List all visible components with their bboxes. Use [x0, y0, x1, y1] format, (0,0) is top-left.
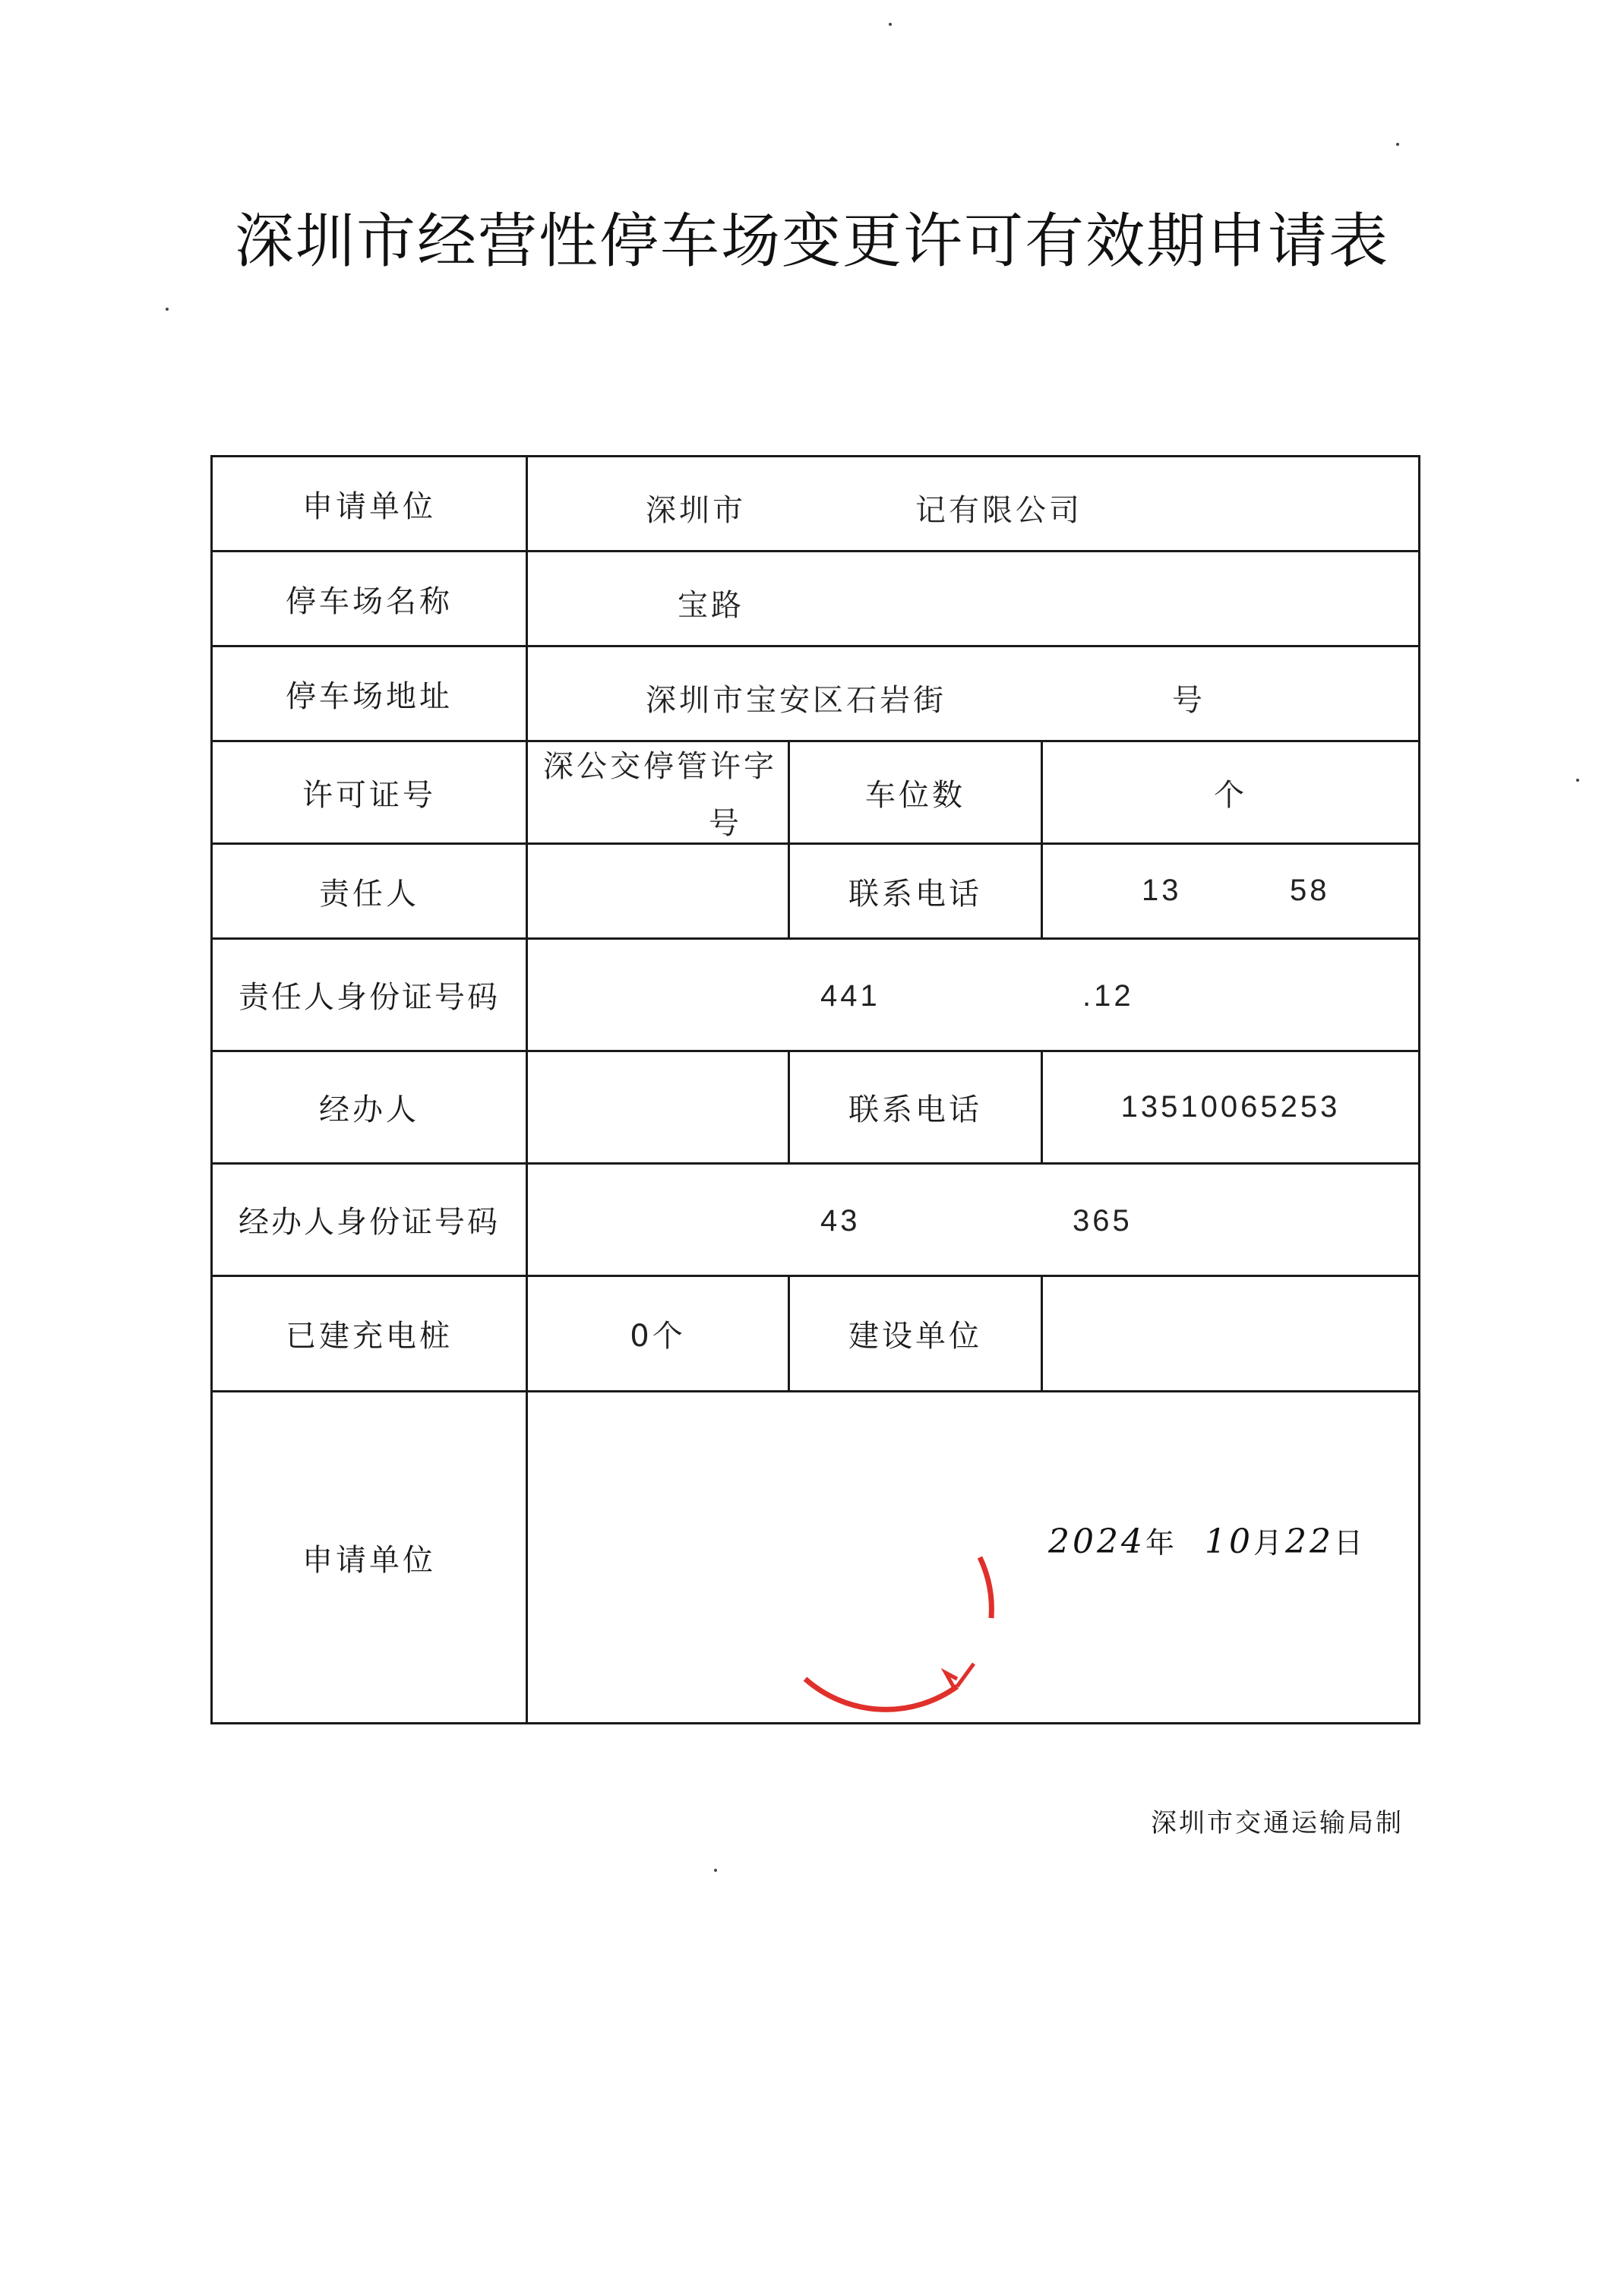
label-signature: 申请单位: [212, 1392, 527, 1724]
label-handler: 经办人: [212, 1051, 527, 1164]
value-parking-address-left: 深圳市宝安区石岩街: [646, 683, 946, 718]
signature-date: [1048, 1519, 1366, 1561]
row-responsible-id: [212, 939, 1420, 1051]
value-parking-spaces: 个: [1042, 741, 1420, 844]
value-applicant-left: 深圳市: [646, 493, 746, 528]
label-parking-spaces: 车位数: [789, 741, 1042, 844]
signature-date-day: 22: [1285, 1522, 1335, 1561]
signature-date-day-unit: 日: [1334, 1526, 1366, 1560]
value-responsible-phone-left: 13: [1142, 874, 1182, 907]
label-responsible-id: 责任人身份证号码: [212, 939, 527, 1051]
value-handler-id-right: 365: [1073, 1204, 1133, 1237]
value-parking-name: [527, 552, 1420, 646]
row-chargers: [212, 1276, 1420, 1392]
value-responsible-phone: [1042, 844, 1420, 939]
label-chargers: 已建充电桩: [212, 1276, 527, 1392]
row-handler: [212, 1051, 1420, 1164]
value-responsible: [527, 844, 789, 939]
signature-date-month-unit: 月: [1253, 1526, 1286, 1560]
row-responsible: [212, 844, 1420, 939]
company-seal-icon: [729, 1428, 1048, 1747]
row-handler-id: [212, 1164, 1420, 1276]
label-parking-name: 停车场名称: [212, 552, 527, 646]
value-responsible-id-left: 441: [820, 979, 880, 1013]
value-chargers: 0个: [527, 1276, 789, 1392]
value-parking-address-right: 号: [1172, 683, 1205, 718]
issuer-footer: 深圳市交通运输局制: [1151, 1808, 1404, 1838]
scan-speck-icon: [166, 308, 169, 311]
label-handler-id: 经办人身份证号码: [212, 1164, 527, 1276]
signature-date-month: 10: [1205, 1522, 1253, 1561]
value-applicant: [527, 457, 1420, 552]
value-responsible-phone-right: 58: [1290, 874, 1330, 907]
label-responsible: 责任人: [212, 844, 527, 939]
value-permit: [527, 741, 789, 844]
value-permit-line2: 号: [709, 806, 742, 841]
scan-speck-icon: [889, 23, 892, 26]
value-parking-name-left: 宝路: [678, 588, 744, 623]
row-permit: [212, 741, 1420, 844]
signature-date-year-unit: 年: [1145, 1526, 1177, 1560]
value-builder: [1042, 1276, 1420, 1392]
label-parking-address: 停车场地址: [212, 646, 527, 741]
label-builder: 建设单位: [789, 1276, 1042, 1392]
row-parking-address: [212, 646, 1420, 741]
label-responsible-phone: 联系电话: [789, 844, 1042, 939]
value-parking-address: [527, 646, 1420, 741]
value-handler-phone: 13510065253: [1042, 1051, 1420, 1164]
label-handler-phone: 联系电话: [789, 1051, 1042, 1164]
row-parking-name: [212, 552, 1420, 646]
value-responsible-id-right: .12: [1082, 979, 1134, 1013]
label-permit: 许可证号: [212, 741, 527, 844]
value-applicant-right: 记有限公司: [915, 493, 1082, 528]
signature-date-year: 2024: [1048, 1522, 1145, 1561]
document-title: 深圳市经营性停车场变更许可有效期申请表: [234, 207, 1389, 276]
scan-speck-icon: [1396, 143, 1399, 146]
label-applicant: 申请单位: [212, 457, 527, 552]
value-handler-id-left: 43: [820, 1204, 861, 1237]
row-applicant: [212, 457, 1420, 552]
scan-speck-icon: [714, 1869, 717, 1872]
value-permit-line1: 深公交停管许字: [543, 749, 777, 784]
value-handler: [527, 1051, 789, 1164]
value-handler-id: [527, 1164, 1420, 1276]
scan-speck-icon: [1576, 779, 1579, 782]
value-responsible-id: [527, 939, 1420, 1051]
